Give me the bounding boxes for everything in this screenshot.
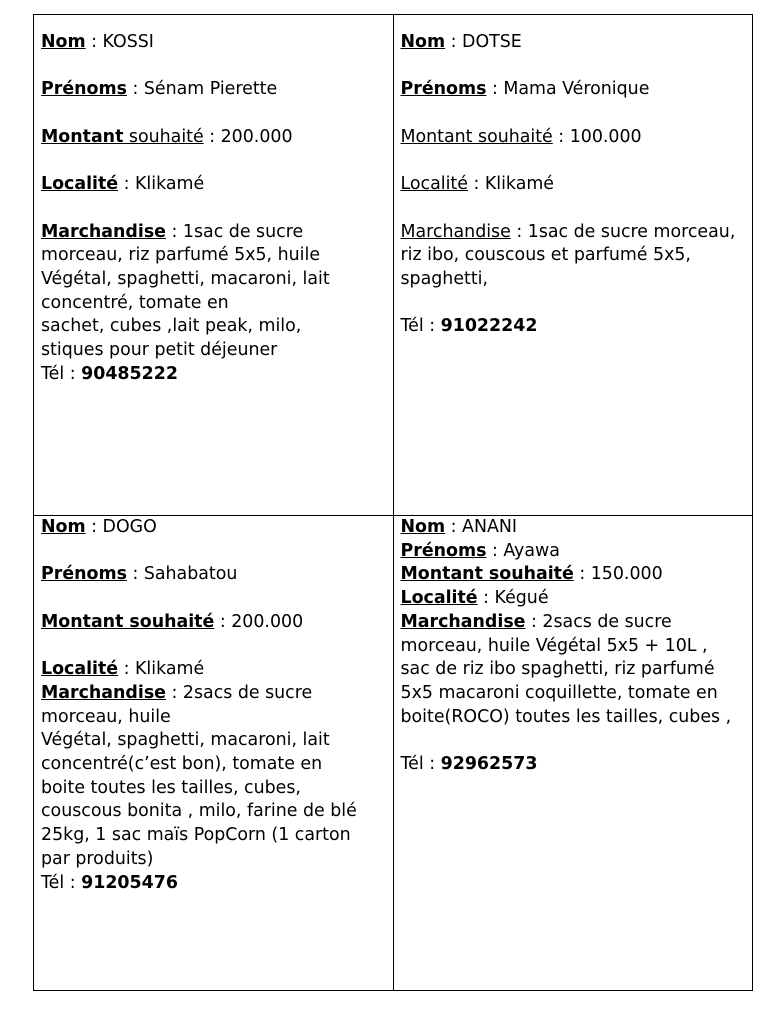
card-content (34, 516, 393, 895)
localite-label: Localité (41, 174, 119, 195)
nom-label: Nom (41, 517, 86, 537)
nom-label: Nom (400, 517, 446, 537)
marchandise-continuation: boite(ROCO) toutes les tailles, cubes , (400, 706, 732, 727)
nom-line: Nom : DOTSE (400, 32, 522, 52)
tel-line (401, 315, 747, 339)
localite-label: Localité (400, 174, 468, 195)
card-dotse (393, 15, 753, 516)
nom-line: Nom : KOSSI (41, 32, 154, 52)
localite-label: Localité (41, 659, 119, 680)
prenoms-value: Sénam Pierette (143, 79, 278, 100)
tel-value: 90485222 (81, 363, 178, 384)
marchandise-continuation: 5x5 macaroni coquillette, tomate en (400, 682, 718, 703)
localite-line: Localité : Kégué (400, 588, 549, 609)
tel-label: Tél : (400, 754, 436, 775)
tel-label: Tél : (41, 872, 76, 893)
montant-label: Montant souhaité (41, 126, 204, 147)
prenoms-line: Prénoms : Mama Véronique (400, 79, 650, 100)
marchandise-text: 1sac de sucre morceau, (527, 221, 736, 242)
nom-line: Nom : DOGO (41, 517, 157, 537)
nom-label: Nom (400, 32, 446, 52)
marchandise-label: Marchandise (41, 682, 166, 703)
localite-value: Klikamé (484, 174, 554, 195)
montant-value: 150.000 (590, 564, 663, 585)
marchandise-continuation: morceau, huile Végétal 5x5 + 10L , (400, 635, 708, 656)
montant-value: 200.000 (231, 611, 304, 632)
nom-line: Nom : ANANI (400, 517, 517, 537)
montant-line: Montant souhaité : 150.000 (400, 564, 663, 585)
marchandise-continuation: sac de riz ibo spaghetti, riz parfumé (400, 659, 715, 680)
card-content (394, 15, 753, 339)
montant-label: Montant souhaité (400, 126, 553, 147)
montant-line: Montant souhaité : 200.000 (41, 611, 304, 632)
montant-label: Montant souhaité (400, 564, 574, 585)
card-anani (393, 516, 753, 991)
card-kossi (34, 15, 394, 516)
montant-line: Montant souhaité : 200.000 (41, 126, 293, 147)
marchandise-text: 2sacs de sucre (542, 611, 672, 632)
montant-label: Montant souhaité (41, 611, 215, 632)
card-dogo (34, 516, 394, 991)
nom-value: ANANI (462, 517, 517, 537)
montant-line: Montant souhaité : 100.000 (400, 126, 642, 147)
nom-label: Nom (41, 32, 86, 52)
localite-line: Localité : Klikamé (41, 174, 205, 195)
tel-label: Tél : (41, 363, 76, 384)
marchandise-text: 2sacs de sucre (182, 682, 313, 703)
prenoms-label: Prénoms (41, 79, 127, 100)
table-row (34, 516, 753, 991)
marchandise-continuation: stiques pour petit déjeuner (41, 340, 278, 361)
tel-line (401, 753, 747, 777)
marchandise-continuation: Végétal, spaghetti, macaroni, lait (41, 730, 330, 751)
marchandise-continuation: morceau, riz parfumé 5x5, huile (41, 245, 321, 266)
prenoms-label: Prénoms (400, 79, 487, 100)
prenoms-line: Prénoms : Ayawa (400, 540, 560, 561)
montant-value: 200.000 (220, 126, 293, 147)
marchandise-continuation: par produits) (41, 848, 154, 869)
marchandise-text: 1sac de sucre (182, 221, 304, 242)
prenoms-label: Prénoms (400, 540, 487, 561)
table-row (34, 15, 753, 516)
marchandise-label: Marchandise (400, 611, 526, 632)
marchandise-label: Marchandise (400, 221, 511, 242)
marchandise-continuation: Végétal, spaghetti, macaroni, lait (41, 268, 330, 289)
prenoms-value: Mama Véronique (503, 79, 650, 100)
marchandise-continuation: riz ibo, couscous et parfumé 5x5, (400, 245, 691, 266)
localite-value: Kégué (494, 588, 549, 609)
marchandise-continuation: couscous bonita , milo, farine de blé (41, 801, 357, 822)
marchandise-continuation: concentré, tomate en (41, 292, 229, 313)
localite-label: Localité (400, 588, 478, 609)
nom-value: DOTSE (462, 32, 522, 52)
localite-line: Localité : Klikamé (400, 174, 554, 195)
marchandise-continuation: sachet, cubes ,lait peak, milo, (41, 316, 302, 337)
tel-line (41, 872, 387, 896)
tel-value: 91205476 (81, 872, 178, 893)
merchandise-table (33, 14, 753, 991)
nom-value: DOGO (102, 517, 157, 537)
prenoms-line: Prénoms : Sahabatou (41, 564, 238, 585)
marchandise-line: Marchandise : 2sacs de sucre (400, 611, 672, 632)
marchandise-continuation: morceau, huile (41, 706, 171, 727)
card-content (34, 15, 393, 386)
marchandise-line: Marchandise : 1sac de sucre morceau, (400, 221, 736, 242)
prenoms-value: Ayawa (503, 540, 560, 561)
marchandise-continuation: concentré(c’est bon), tomate en (41, 753, 323, 774)
marchandise-line: Marchandise : 1sac de sucre (41, 221, 304, 242)
montant-value: 100.000 (569, 126, 642, 147)
prenoms-line: Prénoms : Sénam Pierette (41, 79, 278, 100)
marchandise-line: Marchandise : 2sacs de sucre (41, 682, 313, 703)
marchandise-continuation: 25kg, 1 sac maïs PopCorn (1 carton (41, 825, 351, 846)
localite-line: Localité : Klikamé (41, 659, 205, 680)
tel-value: 91022242 (440, 316, 538, 337)
tel-line (41, 363, 387, 387)
tel-value: 92962573 (440, 754, 538, 775)
prenoms-label: Prénoms (41, 564, 127, 585)
marchandise-continuation: spaghetti, (400, 268, 489, 289)
localite-value: Klikamé (135, 174, 205, 195)
marchandise-continuation: boite toutes les tailles, cubes, (41, 777, 301, 798)
prenoms-value: Sahabatou (143, 564, 238, 585)
marchandise-label: Marchandise (41, 221, 166, 242)
card-content (394, 516, 753, 777)
localite-value: Klikamé (135, 659, 205, 680)
tel-label: Tél : (400, 316, 436, 337)
nom-value: KOSSI (102, 32, 154, 52)
